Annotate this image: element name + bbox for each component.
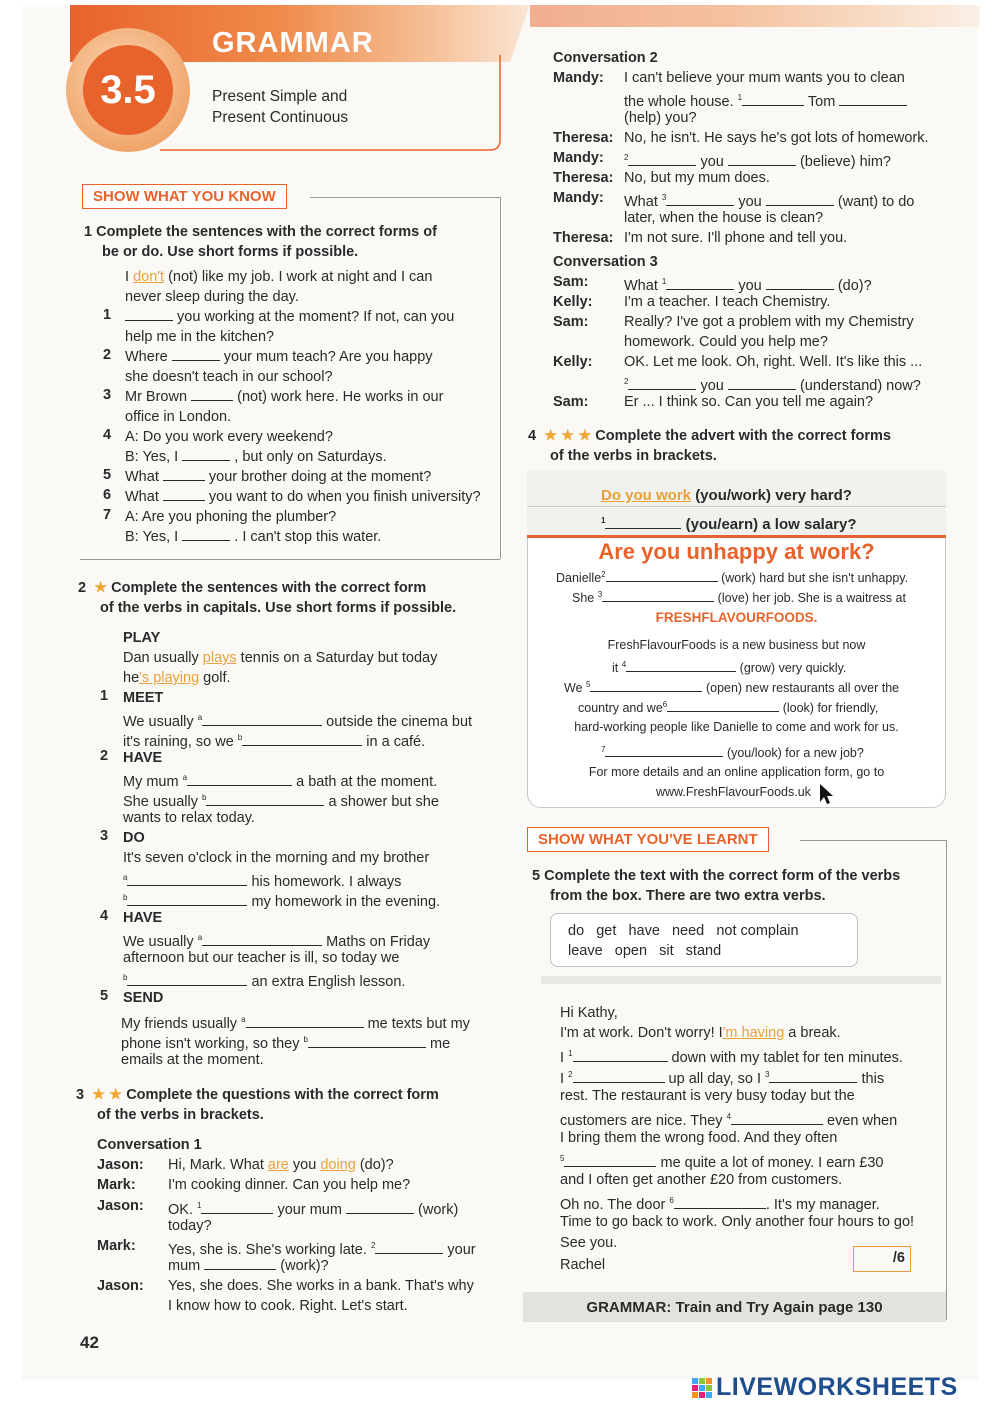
ex2-item-5-line2: phone isn't working, so they $^b$ me bbox=[121, 1035, 451, 1052]
train-and-try-again-link[interactable]: GRAMMAR: Train and Try Again page 130 bbox=[586, 1299, 883, 1316]
conv3-line: Really? I've got a problem with my Chemistry bbox=[624, 314, 914, 330]
conv1-line5b: I know how to cook. Right. Let's start. bbox=[168, 1298, 408, 1314]
speaker: Mark: bbox=[97, 1238, 136, 1254]
conv3-line: OK. Let me look. Oh, right. Well. It's like this ... bbox=[624, 354, 923, 370]
ex1-item-6: What you want to do when you finish university? bbox=[125, 489, 481, 505]
speaker: Theresa: bbox=[553, 170, 614, 186]
answer-blank[interactable] bbox=[202, 713, 322, 726]
star-icon: ★ bbox=[94, 580, 108, 596]
answer-blank[interactable] bbox=[728, 377, 796, 390]
advert-text: We $^5$ (open) new restaurants all over the bbox=[564, 680, 900, 696]
advert-line2: $^1$ (you/earn) a low salary? bbox=[601, 516, 857, 533]
speaker: Jason: bbox=[97, 1278, 144, 1294]
ex2-item-5-line1: My friends usually $^a$ me texts but my bbox=[121, 1015, 470, 1032]
answer-blank[interactable] bbox=[602, 591, 714, 602]
conv1-line4b: mum (work)? bbox=[168, 1258, 329, 1274]
ex5-instruction-line2: from the box. There are two extra verbs. bbox=[550, 888, 826, 904]
item-number: 4 bbox=[103, 427, 112, 443]
ex2-verb: HAVE bbox=[123, 750, 163, 766]
answer-blank[interactable] bbox=[172, 348, 220, 361]
answer-blank[interactable] bbox=[246, 1015, 364, 1028]
answer-blank[interactable] bbox=[769, 1070, 857, 1083]
answer-blank[interactable] bbox=[666, 193, 734, 206]
lesson-subtitle-line1: Present Simple and bbox=[212, 88, 348, 105]
ex1-item-4: A: Do you work every weekend? bbox=[125, 429, 333, 445]
letter-line: I $^1$ down with my tablet for ten minutes. bbox=[560, 1049, 903, 1066]
speaker: Kelly: bbox=[553, 294, 593, 310]
item-number: 3 bbox=[100, 828, 109, 844]
answer-blank[interactable] bbox=[127, 873, 247, 886]
answer-blank[interactable] bbox=[573, 1070, 665, 1083]
divider bbox=[946, 840, 947, 1320]
answer-blank[interactable] bbox=[731, 1112, 823, 1125]
ex1-item-7: A: Are you phoning the plumber? bbox=[125, 509, 337, 525]
ex3-instruction: 3 ★ ★ Complete the questions with the correct form bbox=[76, 1087, 439, 1103]
conversation-3-title: Conversation 3 bbox=[553, 254, 658, 270]
ex2-verb: SEND bbox=[123, 990, 164, 1006]
answer-blank[interactable] bbox=[628, 377, 696, 390]
ex2-item-3-line3: $^b$ my homework in the evening. bbox=[123, 893, 441, 910]
answer-blank[interactable] bbox=[163, 488, 205, 501]
item-number: 1 bbox=[103, 307, 112, 323]
conv2-line: later, when the house is clean? bbox=[624, 210, 824, 226]
divider bbox=[800, 840, 946, 841]
letter-line: I $^2$ up all day, so I $^3$ this bbox=[560, 1070, 885, 1087]
speaker: Theresa: bbox=[553, 130, 614, 146]
answer-blank[interactable] bbox=[728, 153, 796, 166]
ex2-item-4-line2: afternoon but our teacher is ill, so today we bbox=[123, 950, 400, 966]
letter-top-band bbox=[541, 976, 941, 984]
answer-blank[interactable] bbox=[191, 388, 233, 401]
letter-line: customers are nice. They $^4$ even when bbox=[560, 1112, 898, 1129]
item-number: 2 bbox=[100, 748, 109, 764]
divider bbox=[527, 506, 946, 507]
conv2-line: the whole house. $^1$ Tom bbox=[624, 88, 907, 112]
speaker: Jason: bbox=[97, 1157, 144, 1173]
answer-blank[interactable] bbox=[742, 93, 804, 106]
answer-blank[interactable] bbox=[206, 793, 324, 806]
ex2-item-2-line3: wants to relax today. bbox=[123, 810, 255, 826]
item-number: 1 bbox=[100, 688, 109, 704]
speaker: Theresa: bbox=[553, 230, 614, 246]
speaker: Mandy: bbox=[553, 70, 604, 86]
speaker: Sam: bbox=[553, 394, 589, 410]
answer-blank[interactable] bbox=[839, 93, 907, 106]
letter-line: rest. The restaurant is very busy today but the bbox=[560, 1088, 855, 1104]
ex1-instruction-line2: be or do. Use short forms if possible. bbox=[102, 244, 359, 260]
conv3-line: homework. Could you help me? bbox=[624, 334, 828, 350]
item-number: 5 bbox=[103, 467, 112, 483]
letter-line: Hi Kathy, bbox=[560, 1005, 618, 1021]
speaker: Jason: bbox=[97, 1198, 144, 1214]
conv2-line: I can't believe your mum wants you to clean bbox=[624, 70, 905, 86]
divider bbox=[310, 197, 500, 198]
ex1-item-2-line2: she doesn't teach in our school? bbox=[125, 369, 333, 385]
ex1-item-4-line2: B: Yes, I , but only on Saturdays. bbox=[125, 449, 387, 465]
item-number: 6 bbox=[103, 487, 112, 503]
letter-line: I bring them the wrong food. And they often bbox=[560, 1130, 838, 1146]
item-number: 5 bbox=[100, 988, 109, 1004]
example-answer: plays bbox=[202, 650, 237, 666]
speaker: Mark: bbox=[97, 1177, 136, 1193]
ex3-instruction-line2: of the verbs in brackets. bbox=[97, 1107, 264, 1123]
ex2-item-1-line1: We usually $^a$ outside the cinema but bbox=[123, 713, 473, 730]
answer-blank[interactable] bbox=[308, 1035, 426, 1048]
divider bbox=[500, 197, 501, 559]
answer-blank[interactable] bbox=[573, 1049, 668, 1062]
item-number: 7 bbox=[103, 507, 112, 523]
letter-line: $^5$ me quite a lot of money. I earn £30 bbox=[560, 1154, 884, 1171]
answer-blank[interactable] bbox=[127, 973, 247, 986]
divider bbox=[80, 559, 500, 560]
show-what-youve-learnt-heading: SHOW WHAT YOU'VE LEARNT bbox=[527, 827, 769, 852]
answer-blank[interactable] bbox=[202, 933, 322, 946]
answer-blank[interactable] bbox=[564, 1154, 656, 1167]
ex1-example: I don't (not) like my job. I work at night and I can bbox=[125, 269, 433, 285]
conv3-line: $^2$ you (understand) now? bbox=[624, 377, 921, 394]
letter-line: and I often get another £20 from customers. bbox=[560, 1172, 843, 1188]
answer-blank[interactable] bbox=[766, 277, 834, 290]
conv2-line: (help) you? bbox=[624, 110, 697, 126]
brand-name: FRESHFLAVOURFOODS. bbox=[655, 610, 818, 625]
speaker: Sam: bbox=[553, 314, 589, 330]
conv2-line: I'm not sure. I'll phone and tell you. bbox=[624, 230, 848, 246]
ex2-verb: HAVE bbox=[123, 910, 163, 926]
conv1-line2: I'm cooking dinner. Can you help me? bbox=[168, 1177, 411, 1193]
letter-line: Oh no. The door $^6$ . It's my manager. bbox=[560, 1196, 880, 1213]
conv2-line: What $^3$ you (want) to do bbox=[624, 193, 915, 210]
advert-text: $^7$ (you/look) for a new job? bbox=[601, 745, 864, 761]
answer-blank[interactable] bbox=[626, 661, 736, 672]
score-box: /6 bbox=[853, 1246, 911, 1272]
ex2-item-5-line3: emails at the moment. bbox=[121, 1052, 264, 1068]
ex2-item-2-line1: My mum $^a$ a bath at the moment. bbox=[123, 773, 438, 790]
answer-blank[interactable] bbox=[125, 308, 173, 321]
word-box-line2: leave open sit stand bbox=[568, 943, 722, 959]
answer-blank[interactable] bbox=[187, 773, 292, 786]
conv3-line: I'm a teacher. I teach Chemistry. bbox=[624, 294, 831, 310]
lesson-number: 3.5 bbox=[100, 68, 156, 112]
advert-text: country and $we^6$ (look) for friendly, bbox=[578, 700, 879, 716]
star-icon: ★ ★ bbox=[92, 1087, 123, 1103]
ex2-example-line2: he's playing golf. bbox=[123, 670, 231, 686]
advert-title: Are you unhappy at work? bbox=[598, 539, 875, 564]
advert-text: hard-working people like Danielle to come and work for us. bbox=[574, 720, 899, 734]
ex2-item-3-line1: It's seven o'clock in the morning and my brother bbox=[123, 850, 430, 866]
page-number: 42 bbox=[80, 1333, 99, 1352]
answer-blank[interactable] bbox=[182, 528, 230, 541]
conv1-line5: Yes, she does. She works in a bank. That's why bbox=[168, 1278, 474, 1294]
answer-blank[interactable] bbox=[628, 153, 696, 166]
answer-blank[interactable] bbox=[674, 1196, 766, 1209]
conv3-line: What $^1$ you (do)? bbox=[624, 277, 872, 294]
item-number: 3 bbox=[103, 387, 112, 403]
ex2-example-line1: Dan usually plays tennis on a Saturday but today bbox=[123, 650, 438, 666]
ex2-item-1-line2: it's raining, so we $^b$ in a café. bbox=[123, 733, 426, 750]
advert-line1: Do you work (you/work) very hard? bbox=[601, 487, 852, 504]
ex5-instruction: 5 Complete the text with the correct form of the verbs bbox=[532, 868, 901, 884]
conv1-line3: OK. $^1$ your mum (work) bbox=[168, 1201, 459, 1218]
conv1-line3b: today? bbox=[168, 1218, 212, 1234]
answer-blank[interactable] bbox=[163, 468, 205, 481]
advert-url[interactable]: www.FreshFlavourFoods.uk bbox=[656, 785, 811, 799]
conversation-2-title: Conversation 2 bbox=[553, 50, 658, 66]
section-title: GRAMMAR bbox=[212, 27, 374, 59]
letter-line: Time to go back to work. Only another four hours to go! bbox=[560, 1214, 915, 1230]
conv1-line1: Hi, Mark. What are you doing (do)? bbox=[168, 1157, 394, 1173]
ex1-example-line2: never sleep during the day. bbox=[125, 289, 299, 305]
show-what-you-know-heading: SHOW WHAT YOU KNOW bbox=[82, 184, 287, 209]
ex1-item-1: you working at the moment? If not, can you bbox=[125, 307, 454, 327]
answer-blank[interactable] bbox=[242, 733, 362, 746]
ex1-instruction: 1 Complete the sentences with the correct forms of bbox=[84, 224, 437, 240]
ex2-example-verb: PLAY bbox=[123, 630, 161, 646]
speaker: Mandy: bbox=[553, 150, 604, 166]
advert-text: Danielle$^2$ (work) hard but she isn't unhappy. bbox=[556, 570, 909, 586]
ex1-item-2: Where your mum teach? Are you happy bbox=[125, 349, 433, 365]
answer-blank[interactable] bbox=[182, 448, 230, 461]
item-number: 2 bbox=[103, 347, 112, 363]
conv1-line4: Yes, she is. She's working late. $^2$ your bbox=[168, 1241, 476, 1258]
ex1-item-1-line2: help me in the kitchen? bbox=[125, 329, 275, 345]
ex2-instruction-line2: of the verbs in capitals. Use short forms if possible. bbox=[100, 600, 457, 616]
advert-text: She $^3$ (love) her job. She is a waitress at bbox=[572, 590, 906, 606]
answer-blank[interactable] bbox=[605, 746, 723, 757]
ex2-verb: DO bbox=[123, 830, 145, 846]
conv2-line: No, but my mum does. bbox=[624, 170, 770, 186]
ex2-item-4-line3: $^b$ an extra English lesson. bbox=[123, 973, 406, 990]
advert-text: For more details and an online application form, go to bbox=[588, 765, 885, 779]
answer-blank[interactable] bbox=[766, 193, 834, 206]
conversation-1-title: Conversation 1 bbox=[97, 1137, 202, 1153]
lesson-subtitle-line2: Present Continuous bbox=[212, 109, 349, 126]
answer-blank[interactable] bbox=[666, 277, 734, 290]
conv3-line: Er ... I think so. Can you tell me again? bbox=[624, 394, 874, 410]
answer-blank[interactable] bbox=[590, 681, 702, 692]
item-number: 4 bbox=[100, 908, 109, 924]
ex2-item-2-line2: She usually $^b$ a shower but she bbox=[123, 793, 439, 810]
ex4-instruction-line2: of the verbs in brackets. bbox=[550, 448, 717, 464]
answer-blank[interactable] bbox=[201, 1201, 273, 1214]
speaker: Mandy: bbox=[553, 190, 604, 206]
answer-blank[interactable] bbox=[606, 571, 718, 582]
letter-line: See you. bbox=[560, 1235, 618, 1251]
answer-blank[interactable] bbox=[127, 893, 247, 906]
letter-line: Rachel bbox=[560, 1257, 606, 1273]
ex1-item-3: Mr Brown (not) work here. He works in our bbox=[125, 389, 444, 405]
liveworksheets-brand: LIVEWORKSHEETS bbox=[716, 1373, 958, 1401]
conv2-line: $^2$ you (believe) him? bbox=[624, 153, 892, 170]
word-box-line1: do get have need not complain bbox=[568, 923, 799, 939]
liveworksheets-logo-icon bbox=[692, 1378, 714, 1400]
star-icon: ★ ★ ★ bbox=[544, 428, 592, 444]
advert-text: it $^4$ (grow) very quickly. bbox=[612, 660, 847, 676]
letter-line: I'm at work. Don't worry! I'm having a break. bbox=[560, 1025, 841, 1041]
cursor-icon bbox=[818, 782, 836, 806]
advert-text: FreshFlavourFoods is a new business but now bbox=[607, 638, 866, 652]
ex4-instruction: 4 ★ ★ ★ Complete the advert with the correct forms bbox=[528, 428, 891, 444]
answer-blank[interactable] bbox=[204, 1257, 276, 1270]
ex1-item-7-line2: B: Yes, I . I can't stop this water. bbox=[125, 529, 382, 545]
ex2-verb: MEET bbox=[123, 690, 164, 706]
conv2-line: No, he isn't. He says he's got lots of homework. bbox=[624, 130, 929, 146]
ex1-item-5: What your brother doing at the moment? bbox=[125, 469, 432, 485]
speaker: Kelly: bbox=[553, 354, 593, 370]
ex2-item-4-line1: We usually $^a$ Maths on Friday bbox=[123, 933, 431, 950]
answer-blank[interactable] bbox=[605, 516, 681, 529]
ex1-item-3-line2: office in London. bbox=[125, 409, 232, 425]
ex2-item-3-line2: $^a$ his homework. I always bbox=[123, 873, 402, 890]
example-answer: don't bbox=[133, 269, 165, 285]
ex2-instruction: 2 ★ Complete the sentences with the correct form bbox=[78, 580, 427, 596]
answer-blank[interactable] bbox=[375, 1241, 443, 1254]
speaker: Sam: bbox=[553, 274, 589, 290]
answer-blank[interactable] bbox=[667, 701, 779, 712]
answer-blank[interactable] bbox=[346, 1201, 414, 1214]
example-answer: 's playing bbox=[139, 670, 200, 686]
